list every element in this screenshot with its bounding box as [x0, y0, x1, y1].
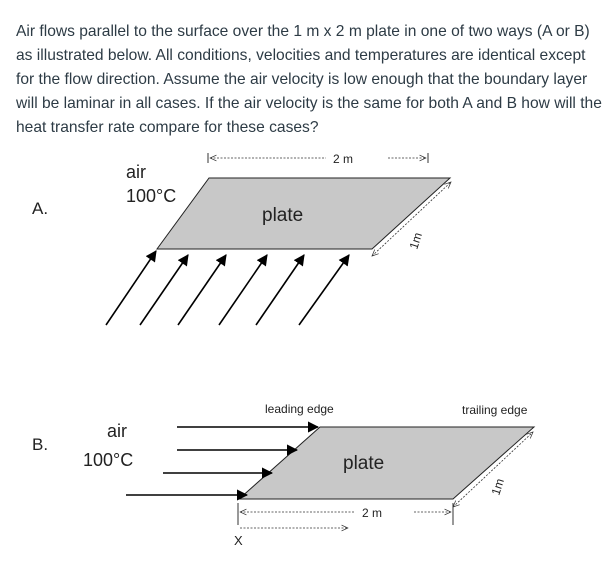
x-coordinate-label: X — [234, 533, 243, 548]
case-a-temperature-label: 100°C — [126, 186, 177, 206]
case-a-length-dimension — [208, 153, 428, 163]
case-a-label: A. — [32, 199, 49, 218]
case-b-length-dimension — [238, 503, 453, 528]
case-b-length-label: 2 m — [362, 506, 383, 520]
case-a-width-label: 1m — [406, 230, 426, 251]
case-b-fluid-label: air — [107, 421, 128, 441]
case-a-flow-arrows — [106, 251, 349, 325]
case-a-length-label: 2 m — [333, 152, 354, 166]
case-a-plate-label: plate — [262, 205, 304, 226]
trailing-edge-label: trailing edge — [462, 403, 528, 417]
case-b-temperature-label: 100°C — [83, 450, 134, 470]
case-b-plate-label: plate — [343, 453, 385, 474]
case-a-fluid-label: air — [126, 162, 147, 182]
case-a-plate — [157, 178, 450, 249]
leading-edge-label: leading edge — [265, 402, 334, 416]
case-b-width-label: 1m — [488, 476, 508, 497]
case-b-label: B. — [32, 435, 49, 454]
question-text: Air flows parallel to the surface over the 1 m x 2 m plate in one of two ways (A or B) as illustrated below. All conditions, velocities and temperatures are identical except for the flow direction. Assume the air velocity is low enough that the boundary layer will be laminar in all cases. If the air velocity is the same for both A and B how will the heat transfer rate compare for these cases? — [16, 23, 602, 136]
